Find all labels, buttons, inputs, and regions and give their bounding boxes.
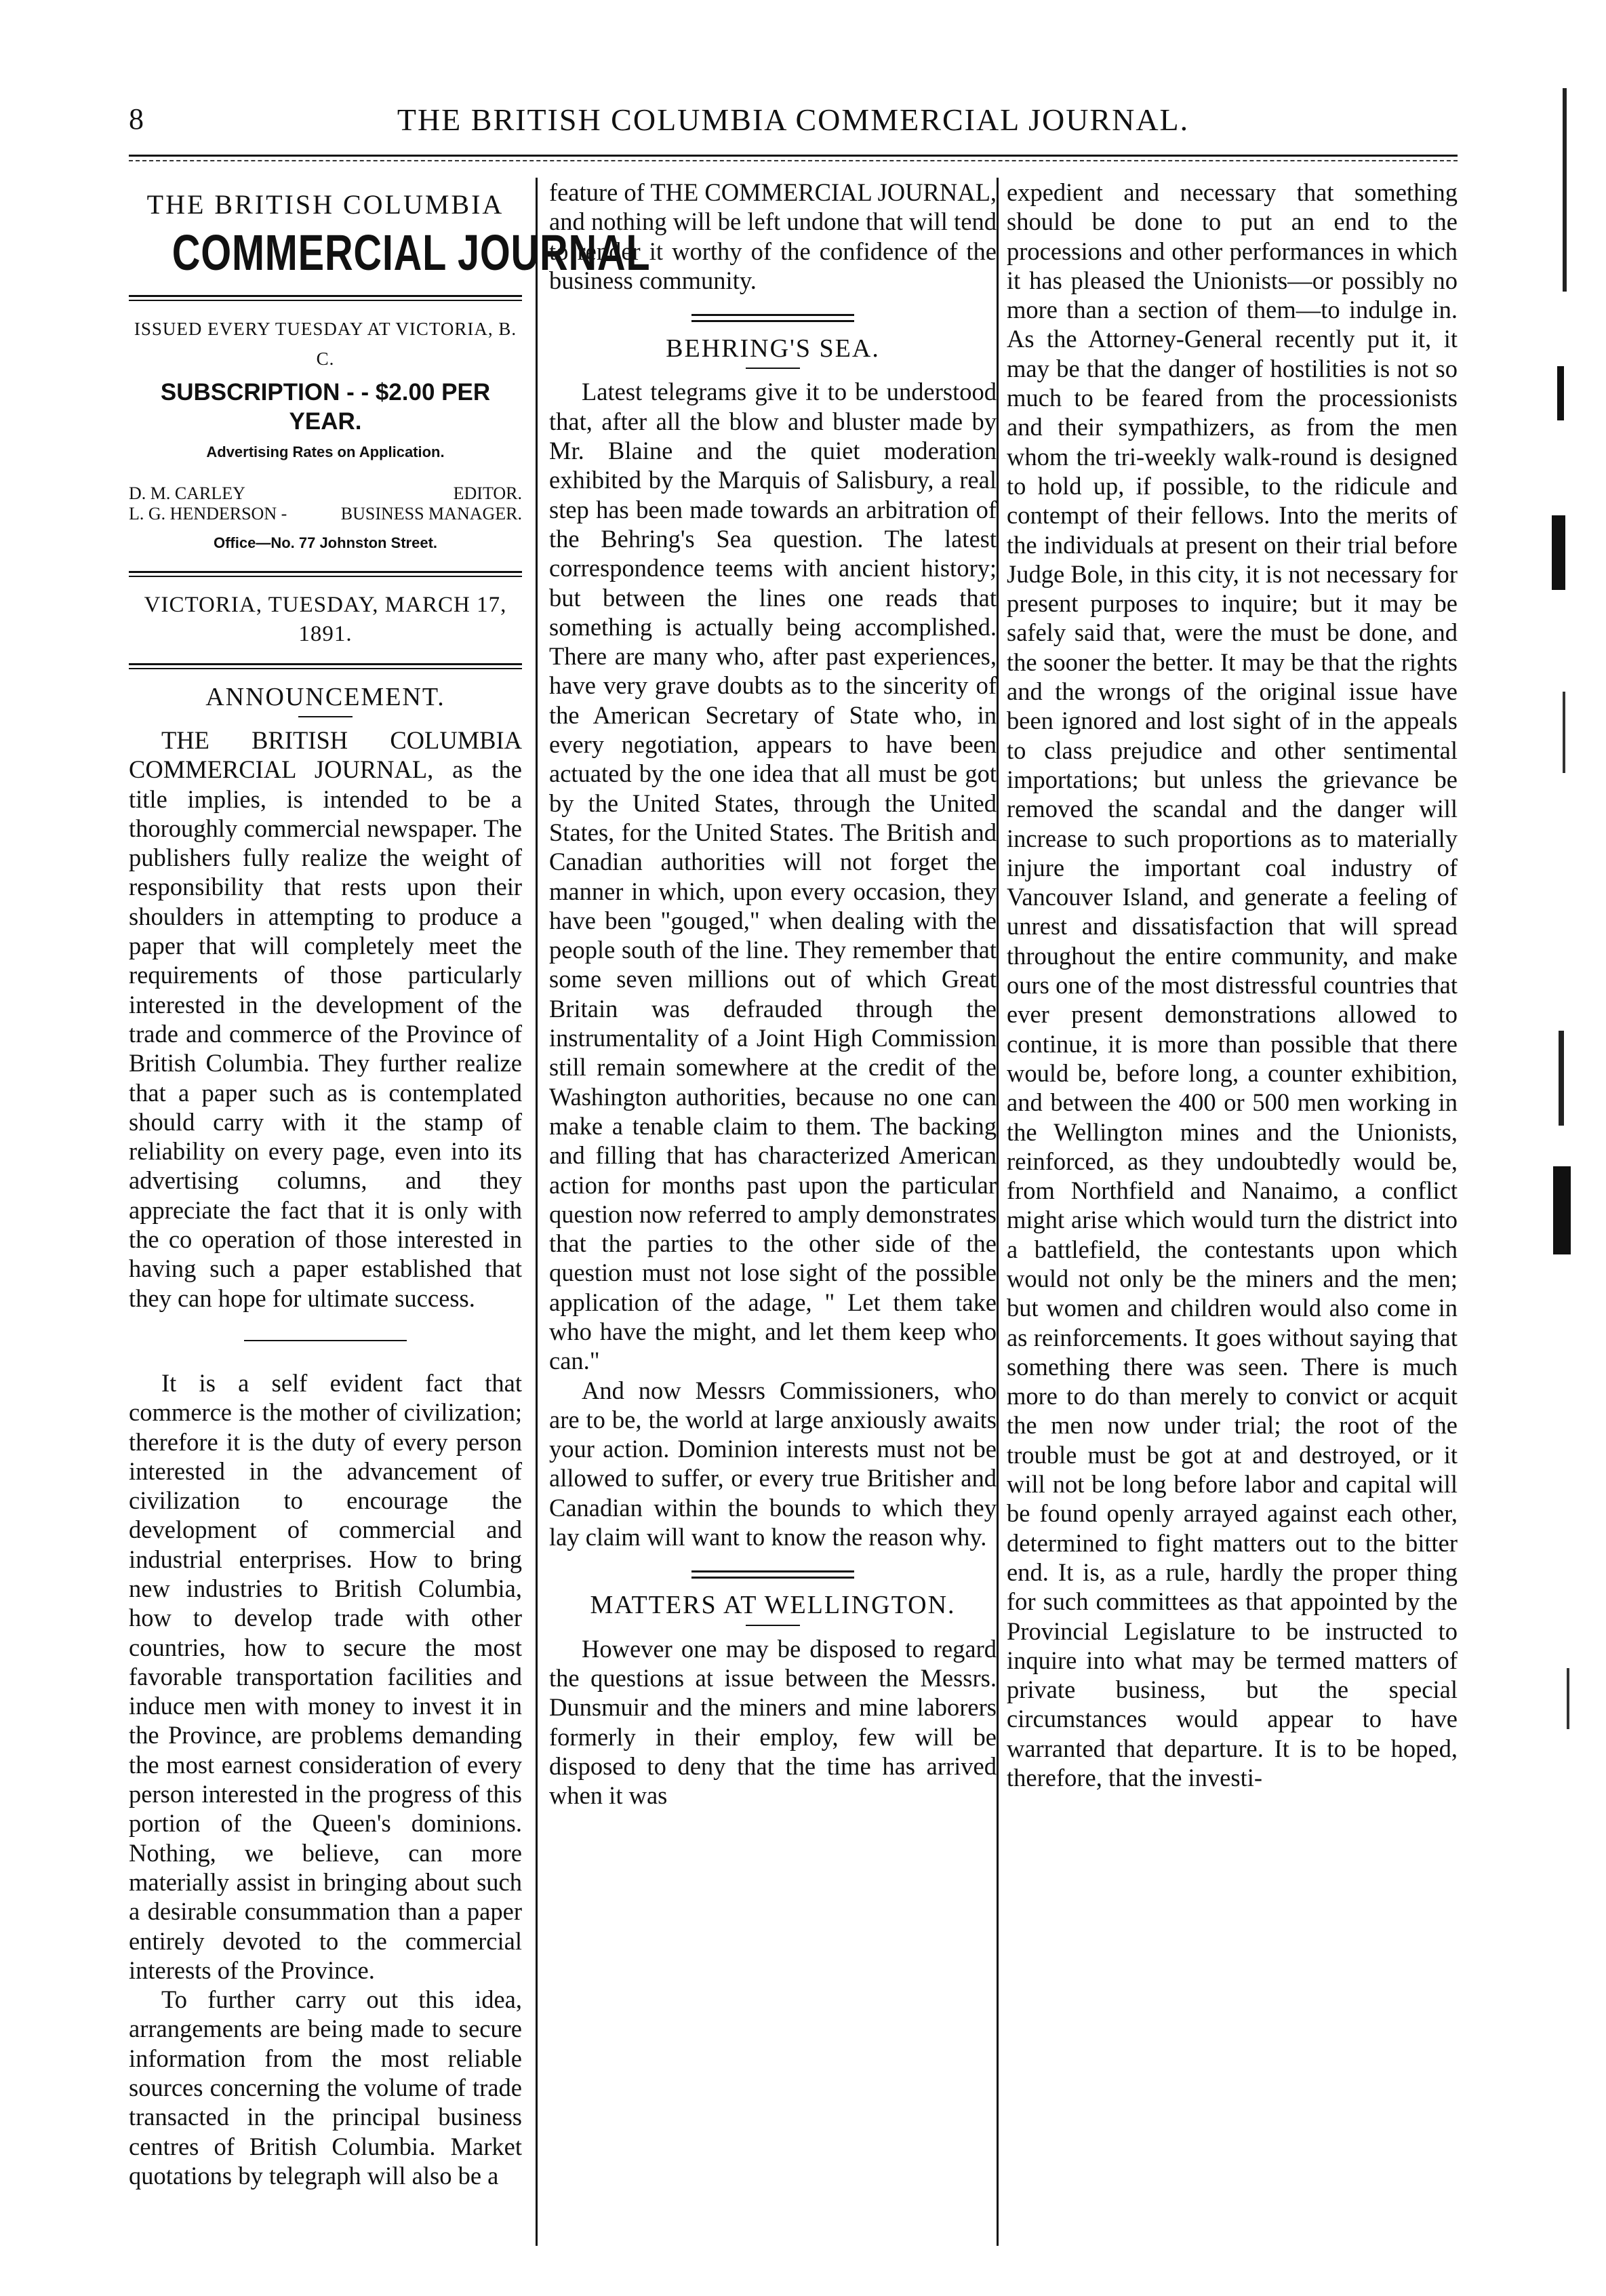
masthead-rule bbox=[129, 295, 522, 301]
heading-dash bbox=[746, 368, 800, 369]
wellington-heading: MATTERS AT WELLINGTON. bbox=[590, 1591, 956, 1620]
column-3 bbox=[1007, 178, 1458, 1792]
manager-name: L. G. HENDERSON - bbox=[129, 503, 287, 523]
column-divider bbox=[997, 178, 999, 2246]
header-dashed-rule bbox=[129, 160, 1458, 161]
dateline: VICTORIA, TUESDAY, MARCH 17, 1891. bbox=[144, 593, 507, 647]
staff-list bbox=[129, 483, 522, 524]
issued-line: ISSUED EVERY TUESDAY AT VICTORIA, B. C. bbox=[134, 319, 517, 369]
wellington-paragraph: However one may be disposed to regard the questions at issue between the Messrs. Dunsmuir and the miners and mine laborers formerly in their employ, few will be disposed to deny that the time has arrived when it was bbox=[549, 1634, 997, 1810]
editor-name: D. M. CARLEY bbox=[129, 483, 245, 503]
staff-editor bbox=[129, 483, 522, 504]
section-separator bbox=[691, 1570, 854, 1579]
announcement-heading: ANNOUNCEMENT. bbox=[205, 682, 445, 711]
announcement-paragraph: THE BRITISH COLUMBIA COMMERCIAL JOURNAL, as the title implies, is intended to be a thoroughly commercial newspaper. The publishers fully realize the weight of responsibility that rests upon their shoulders in attempting to produce a paper that will completely meet the requirements of those particularly interested in the development of the trade and commerce of the Province of British Columbia. They further realize that a paper such as is contemplated should carry with it the stamp of reliability on every page, even into its advertising columns, and they appreciate the fact that it is only with the co operation of those interested in having such a paper established that they can hope for ultimate success. bbox=[129, 726, 522, 1312]
announcement-paragraph: To further carry out this idea, arrangements are being made to secure information from the most reliable sources concerning the volume of trade transacted in the principal business centres of British Columbia. Market quotations by telegraph will also be a bbox=[129, 1985, 522, 2190]
announcement-paragraph: It is a self evident fact that commerce is the mother of civilization; therefore it is the duty of every person interested in the advancement of civilization to encourage the development of commercial and industrial enterprises. How to bring new industries to British Columbia, how to develop trade with other countries, how to secure the most favorable transportation facilities and induce men with money to invest it in the Province, are problems demanding the most earnest consideration of every person interested in the progress of this portion of the Queen's dominions. Nothing, we believe, can more materially assist in bringing about such a desirable consummation than a paper entirely devoted to the commercial interests of the Province. bbox=[129, 1368, 522, 1984]
section-separator bbox=[244, 1340, 407, 1341]
masthead-title: COMMERCIAL JOURNAL bbox=[172, 224, 651, 281]
masthead-line1: THE BRITISH COLUMBIA bbox=[146, 189, 504, 220]
heading-dash bbox=[298, 716, 353, 717]
page-number: 8 bbox=[129, 102, 144, 136]
scan-edge-marks bbox=[1542, 81, 1583, 2116]
running-title: THE BRITISH COLUMBIA COMMERCIAL JOURNAL. bbox=[397, 102, 1190, 137]
behring-heading: BEHRING'S SEA. bbox=[666, 334, 880, 363]
dateline-rule bbox=[129, 663, 522, 669]
header-rule bbox=[129, 155, 1458, 157]
behring-paragraph: Latest telegrams give it to be understood that, after all the blow and bluster made by Mr. Blaine and the quiet moderation exhibited by the Marquis of Salisbury, a real step has been made towards an arbitration of the Behring's Sea question. The latest correspondence teems with ancient history; but between the lines one reads that something is actually being accomplished. There are many who, after past experiences, have very grave doubts as to the sincerity of the American Secretary of State who, in every negotiation, appears to have been actuated by the one idea that all must be got by the United States, through the United States, for the United States. The British and Canadian authorities will not forget the manner in which, upon every occasion, they have been "gouged," when dealing with the people south of the line. They remember that some seven millions out of which Great Britain was defrauded through the instrumentality of a Joint High Commission still remain somewhere at the credit of the Washington authorities, because no one can make a tenable claim to them. The backing and filling that has characterized American action for months past upon the particular question now referred to amply demonstrates that the parties to the other side of the question must not lose sight of the possible application of the adage, " Let them take who have the might, and let them keep who can." bbox=[549, 378, 997, 1375]
behring-paragraph: And now Messrs Commissioners, who are to be, the world at large anxiously awaits your action. Dominion interests must not be allowed to suffer, or every true Britisher and Canadian within the bounds to which they lay claim will want to know the reason why. bbox=[549, 1376, 997, 1551]
editor-role: EDITOR. bbox=[453, 483, 522, 503]
subscription-line: SUBSCRIPTION - - $2.00 PER YEAR. bbox=[160, 378, 491, 435]
heading-dash bbox=[746, 1625, 800, 1626]
column-1 bbox=[129, 178, 651, 2190]
staff-manager bbox=[129, 504, 522, 524]
wellington-continuation: expedient and necessary that something should be done to put an end to the processions and other performances in which it has pleased the Unionists—or possibly no more than a section of them—to indulge in. As the Attorney-General recently put it, it may be that the danger of hostilities is not so much to be feared from the processionists and their sympathizers, as from the men whom the tri-weekly walk-round is designed to hold up, if possible, to the ridicule and contempt of their fellows. Into the merits of the individuals at present on their trial before Judge Bole, in this city, it is not necessary for present purposes to inquire; but it may be safely said that, were the must be done, and the sooner the better. It may be that the rights and the wrongs of the original issue have been ignored and lost sight of in the appeals to class prejudice and other sentimental importations; but unless the grievance be removed the scandal and the danger will increase to such proportions as to materially injure the important coal industry of Vancouver Island, and generate a feeling of unrest and dissatisfaction that will spread throughout the entire community, and make ours one of the most distressful countries that ever present demonstrations allowed to continue, it is more than possible that there would be, before long, a counter exhibition, and between the 400 or 500 men working in the Wellington mines and the Unionists, reinforced, as they undoubtedly would be, from Northfield and Nanaimo, a conflict might arise which would turn the district into a battlefield, the contestants upon which would not only be the miners and the men; but women and children would also come in as reinforcements. It goes without saying that something there was seen. There is much more to do than merely to convict or acquit the men now under trial; the root of the trouble must be got at and destroyed, or it will not be long before labor and capital will be found openly arrayed against each other, determined to fight matters out to the bitter end. It is, as a rule, hardly the proper thing for such committees as that appointed by the Provincial Legislature to be instructed to inquire into what may be termed matters of private business, but the special circumstances would appear to have warranted that departure. It is to be hoped, therefore, that the investi- bbox=[1007, 178, 1458, 1792]
masthead-rule bbox=[129, 571, 522, 577]
office-address: Office—No. 77 Johnston Street. bbox=[213, 534, 438, 551]
manager-role: BUSINESS MANAGER. bbox=[340, 503, 522, 523]
announcement-continuation: feature of THE COMMERCIAL JOURNAL, and nothing will be left undone that will tend to render it worthy of the confidence of the business community. bbox=[549, 178, 997, 294]
column-2 bbox=[549, 178, 997, 1810]
section-separator bbox=[691, 314, 854, 322]
running-header bbox=[129, 102, 1458, 142]
column-divider bbox=[536, 178, 538, 2246]
advertising-line: Advertising Rates on Application. bbox=[206, 443, 445, 461]
